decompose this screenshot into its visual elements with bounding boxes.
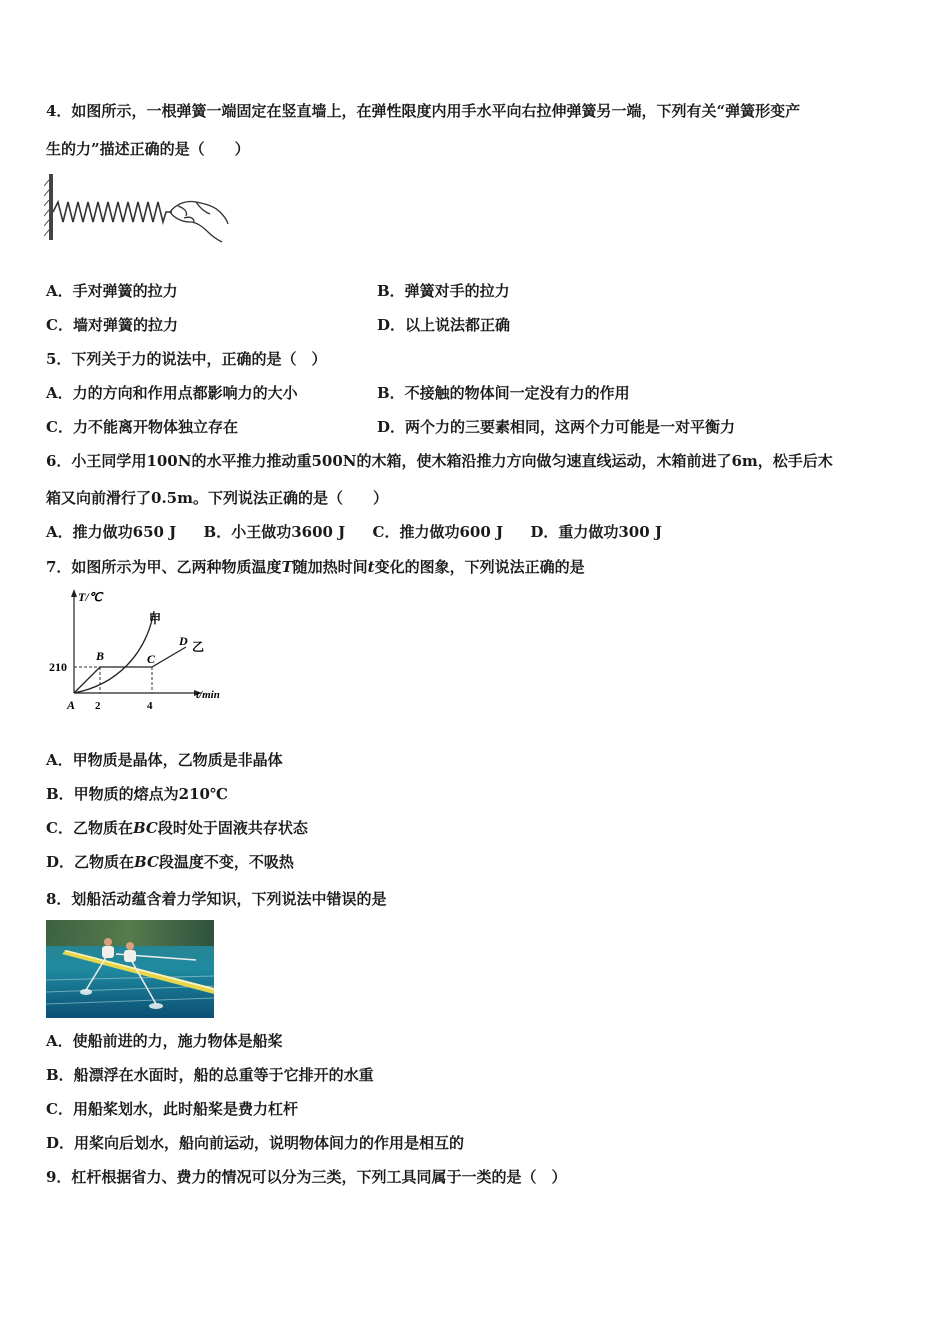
temperature-time-graph	[46, 585, 236, 715]
q7-option-d-pre: D．乙物质在	[46, 853, 135, 871]
curve-yi-label: 乙	[192, 640, 205, 654]
q7-stem	[46, 557, 585, 577]
point-a-label: A	[67, 698, 76, 712]
q8-option-d: D．用桨向后划水，船向前运动，说明物体间力的作用是相互的	[46, 1134, 465, 1152]
q6-options-row	[46, 522, 684, 542]
point-c-label: C	[147, 652, 156, 666]
q6-stem-line2: 箱又向前滑行了0.5m。下列说法正确的是（ ）	[46, 489, 388, 507]
q5-option-a: A．力的方向和作用点都影响力的大小	[46, 384, 298, 402]
q5-option-c: C．力不能离开物体独立存在	[46, 418, 238, 436]
q7-option-c-var: BC	[132, 819, 158, 837]
q7-var-t: t	[367, 558, 375, 576]
y-axis-label: T/℃	[78, 590, 103, 604]
x-tick-4: 4	[147, 700, 153, 712]
q7-option-c	[46, 818, 308, 838]
q5-option-d: D．两个力的三要素相同，这两个力可能是一对平衡力	[377, 418, 736, 436]
y-axis-arrow	[71, 589, 77, 597]
q7-option-d-post: 段温度不变，不吸热	[158, 853, 294, 871]
q6-option-c: C．推力做功600 J	[372, 523, 504, 541]
q7-option-a: A．甲物质是晶体，乙物质是非晶体	[46, 751, 283, 769]
spring-coil	[53, 202, 172, 222]
q6-option-b: B．小王做功3600 J	[203, 523, 346, 541]
q4-option-d: D．以上说法都正确	[377, 316, 511, 334]
q7-option-c-post: 段时处于固液共存状态	[157, 819, 308, 837]
curve-jia-label: 甲	[149, 612, 162, 626]
q8-option-b: B．船漂浮在水面时，船的总重等于它排开的水重	[46, 1066, 374, 1084]
q8-option-a: A．使船前进的力，施力物体是船桨	[46, 1032, 283, 1050]
q5-stem: 5．下列关于力的说法中，正确的是（ ）	[46, 350, 327, 368]
q9-stem: 9．杠杆根据省力、费力的情况可以分为三类，下列工具同属于一类的是（ ）	[46, 1168, 567, 1186]
q4-option-b: B．弹簧对手的拉力	[377, 282, 510, 300]
q7-option-c-pre: C．乙物质在	[46, 819, 133, 837]
q6-option-d: D．重力做功300 J	[530, 523, 662, 541]
q7-stem-part1: 7．如图所示为甲、乙两种物质温度	[46, 558, 282, 576]
x-tick-2: 2	[95, 700, 101, 712]
q6-stem-line1: 6．小王同学用100N的水平推力推动重500N的木箱，使木箱沿推力方向做匀速直线运动，木箱前进了6m，松手后木	[46, 452, 833, 470]
y-tick-210: 210	[49, 660, 67, 674]
q6-option-a: A．推力做功650 J	[46, 523, 177, 541]
q4-stem-line2: 生的力”描述正确的是（ ）	[46, 140, 250, 158]
rowing-photo	[46, 920, 214, 1018]
hand-icon	[170, 201, 228, 242]
q7-option-d	[46, 852, 294, 872]
q8-stem: 8．划船活动蕴含着力学知识，下列说法中错误的是	[46, 890, 387, 908]
point-d-label: D	[179, 634, 188, 648]
q7-option-d-var: BC	[134, 853, 159, 871]
q7-stem-part2: 随加热时间	[292, 558, 368, 576]
q4-stem-line1: 4．如图所示，一根弹簧一端固定在竖直墙上，在弹性限度内用手水平向右拉伸弹簧另一端，下列有关“弹簧形变产	[46, 102, 801, 120]
x-axis-label: t/min	[196, 689, 220, 701]
q7-stem-part3: 变化的图象，下列说法正确的是	[374, 558, 585, 576]
q7-option-b: B．甲物质的熔点为210℃	[46, 785, 228, 803]
q8-option-c: C．用船桨划水，此时船桨是费力杠杆	[46, 1100, 298, 1118]
q7-var-T: T	[281, 558, 293, 576]
q4-option-a: A．手对弹簧的拉力	[46, 282, 178, 300]
q4-option-c: C．墙对弹簧的拉力	[46, 316, 178, 334]
q5-option-b: B．不接触的物体间一定没有力的作用	[377, 384, 630, 402]
curve-yi	[74, 647, 186, 693]
spring-hand-figure	[44, 172, 229, 244]
point-b-label: B	[96, 649, 105, 663]
